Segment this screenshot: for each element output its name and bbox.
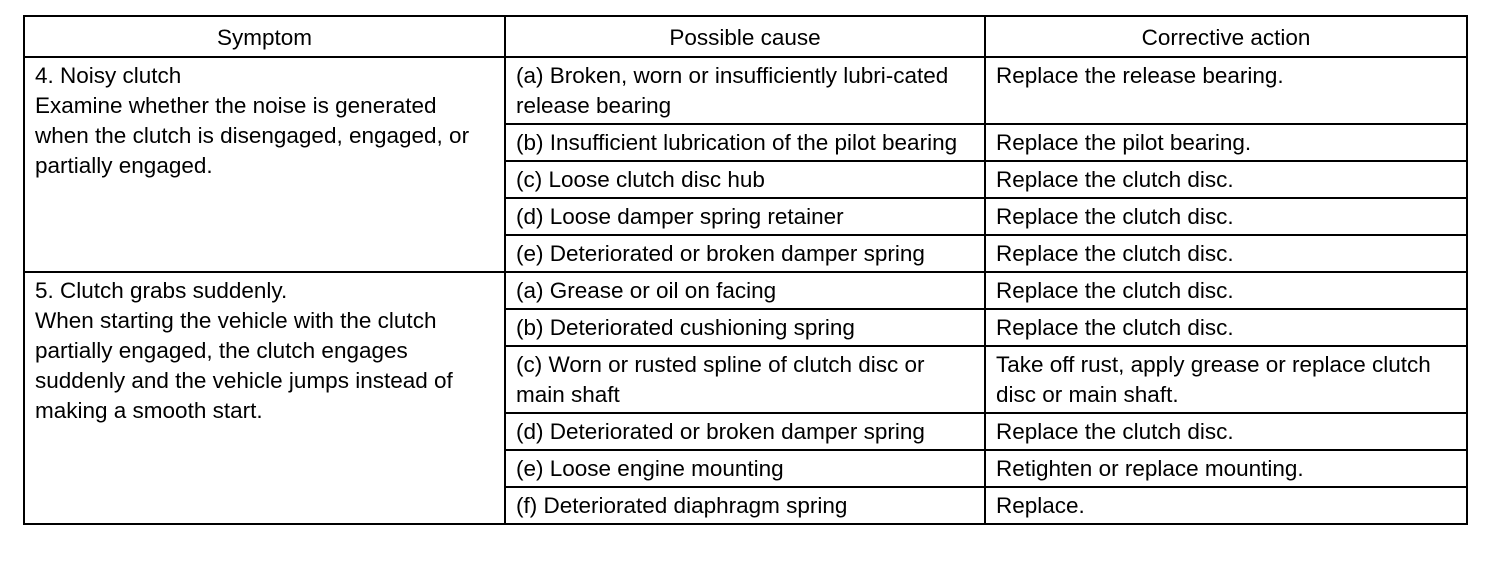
action-cell: Replace the clutch disc. [985, 161, 1467, 198]
symptom-description: Examine whether the noise is generated when the clutch is disengaged, engaged, or partially engaged. [35, 93, 470, 178]
action-cell: Replace the pilot bearing. [985, 124, 1467, 161]
symptom-cell [24, 57, 505, 272]
action-cell: Retighten or replace mounting. [985, 450, 1467, 487]
troubleshooting-table [23, 15, 1468, 525]
action-cell: Replace the clutch disc. [985, 413, 1467, 450]
action-cell: Replace the clutch disc. [985, 235, 1467, 272]
cause-cell: (c) Loose clutch disc hub [505, 161, 985, 198]
table-row [24, 272, 1467, 309]
symptom-title: 5. Clutch grabs suddenly. [35, 278, 288, 303]
action-cell: Take off rust, apply grease or replace clutch disc or main shaft. [985, 346, 1467, 413]
cause-cell: (a) Broken, worn or insufficiently lubri-cated release bearing [505, 57, 985, 124]
cause-cell: (a) Grease or oil on facing [505, 272, 985, 309]
header-possible-cause: Possible cause [505, 16, 985, 57]
cause-cell: (e) Deteriorated or broken damper spring [505, 235, 985, 272]
header-corrective-action: Corrective action [985, 16, 1467, 57]
action-cell: Replace the clutch disc. [985, 198, 1467, 235]
symptom-title: 4. Noisy clutch [35, 63, 182, 88]
cause-cell: (b) Insufficient lubrication of the pilot bearing [505, 124, 985, 161]
action-cell: Replace the release bearing. [985, 57, 1467, 124]
cause-cell: (f) Deteriorated diaphragm spring [505, 487, 985, 524]
action-cell: Replace. [985, 487, 1467, 524]
symptom-description: When starting the vehicle with the clutch partially engaged, the clutch engages suddenly and the vehicle jumps instead of making a smooth start. [35, 308, 453, 423]
cause-cell: (d) Deteriorated or broken damper spring [505, 413, 985, 450]
header-symptom: Symptom [24, 16, 505, 57]
cause-cell: (b) Deteriorated cushioning spring [505, 309, 985, 346]
action-cell: Replace the clutch disc. [985, 272, 1467, 309]
cause-cell: (c) Worn or rusted spline of clutch disc or main shaft [505, 346, 985, 413]
cause-cell: (e) Loose engine mounting [505, 450, 985, 487]
header-row [24, 16, 1467, 57]
cause-cell: (d) Loose damper spring retainer [505, 198, 985, 235]
symptom-cell [24, 272, 505, 524]
table-row [24, 57, 1467, 124]
action-cell: Replace the clutch disc. [985, 309, 1467, 346]
